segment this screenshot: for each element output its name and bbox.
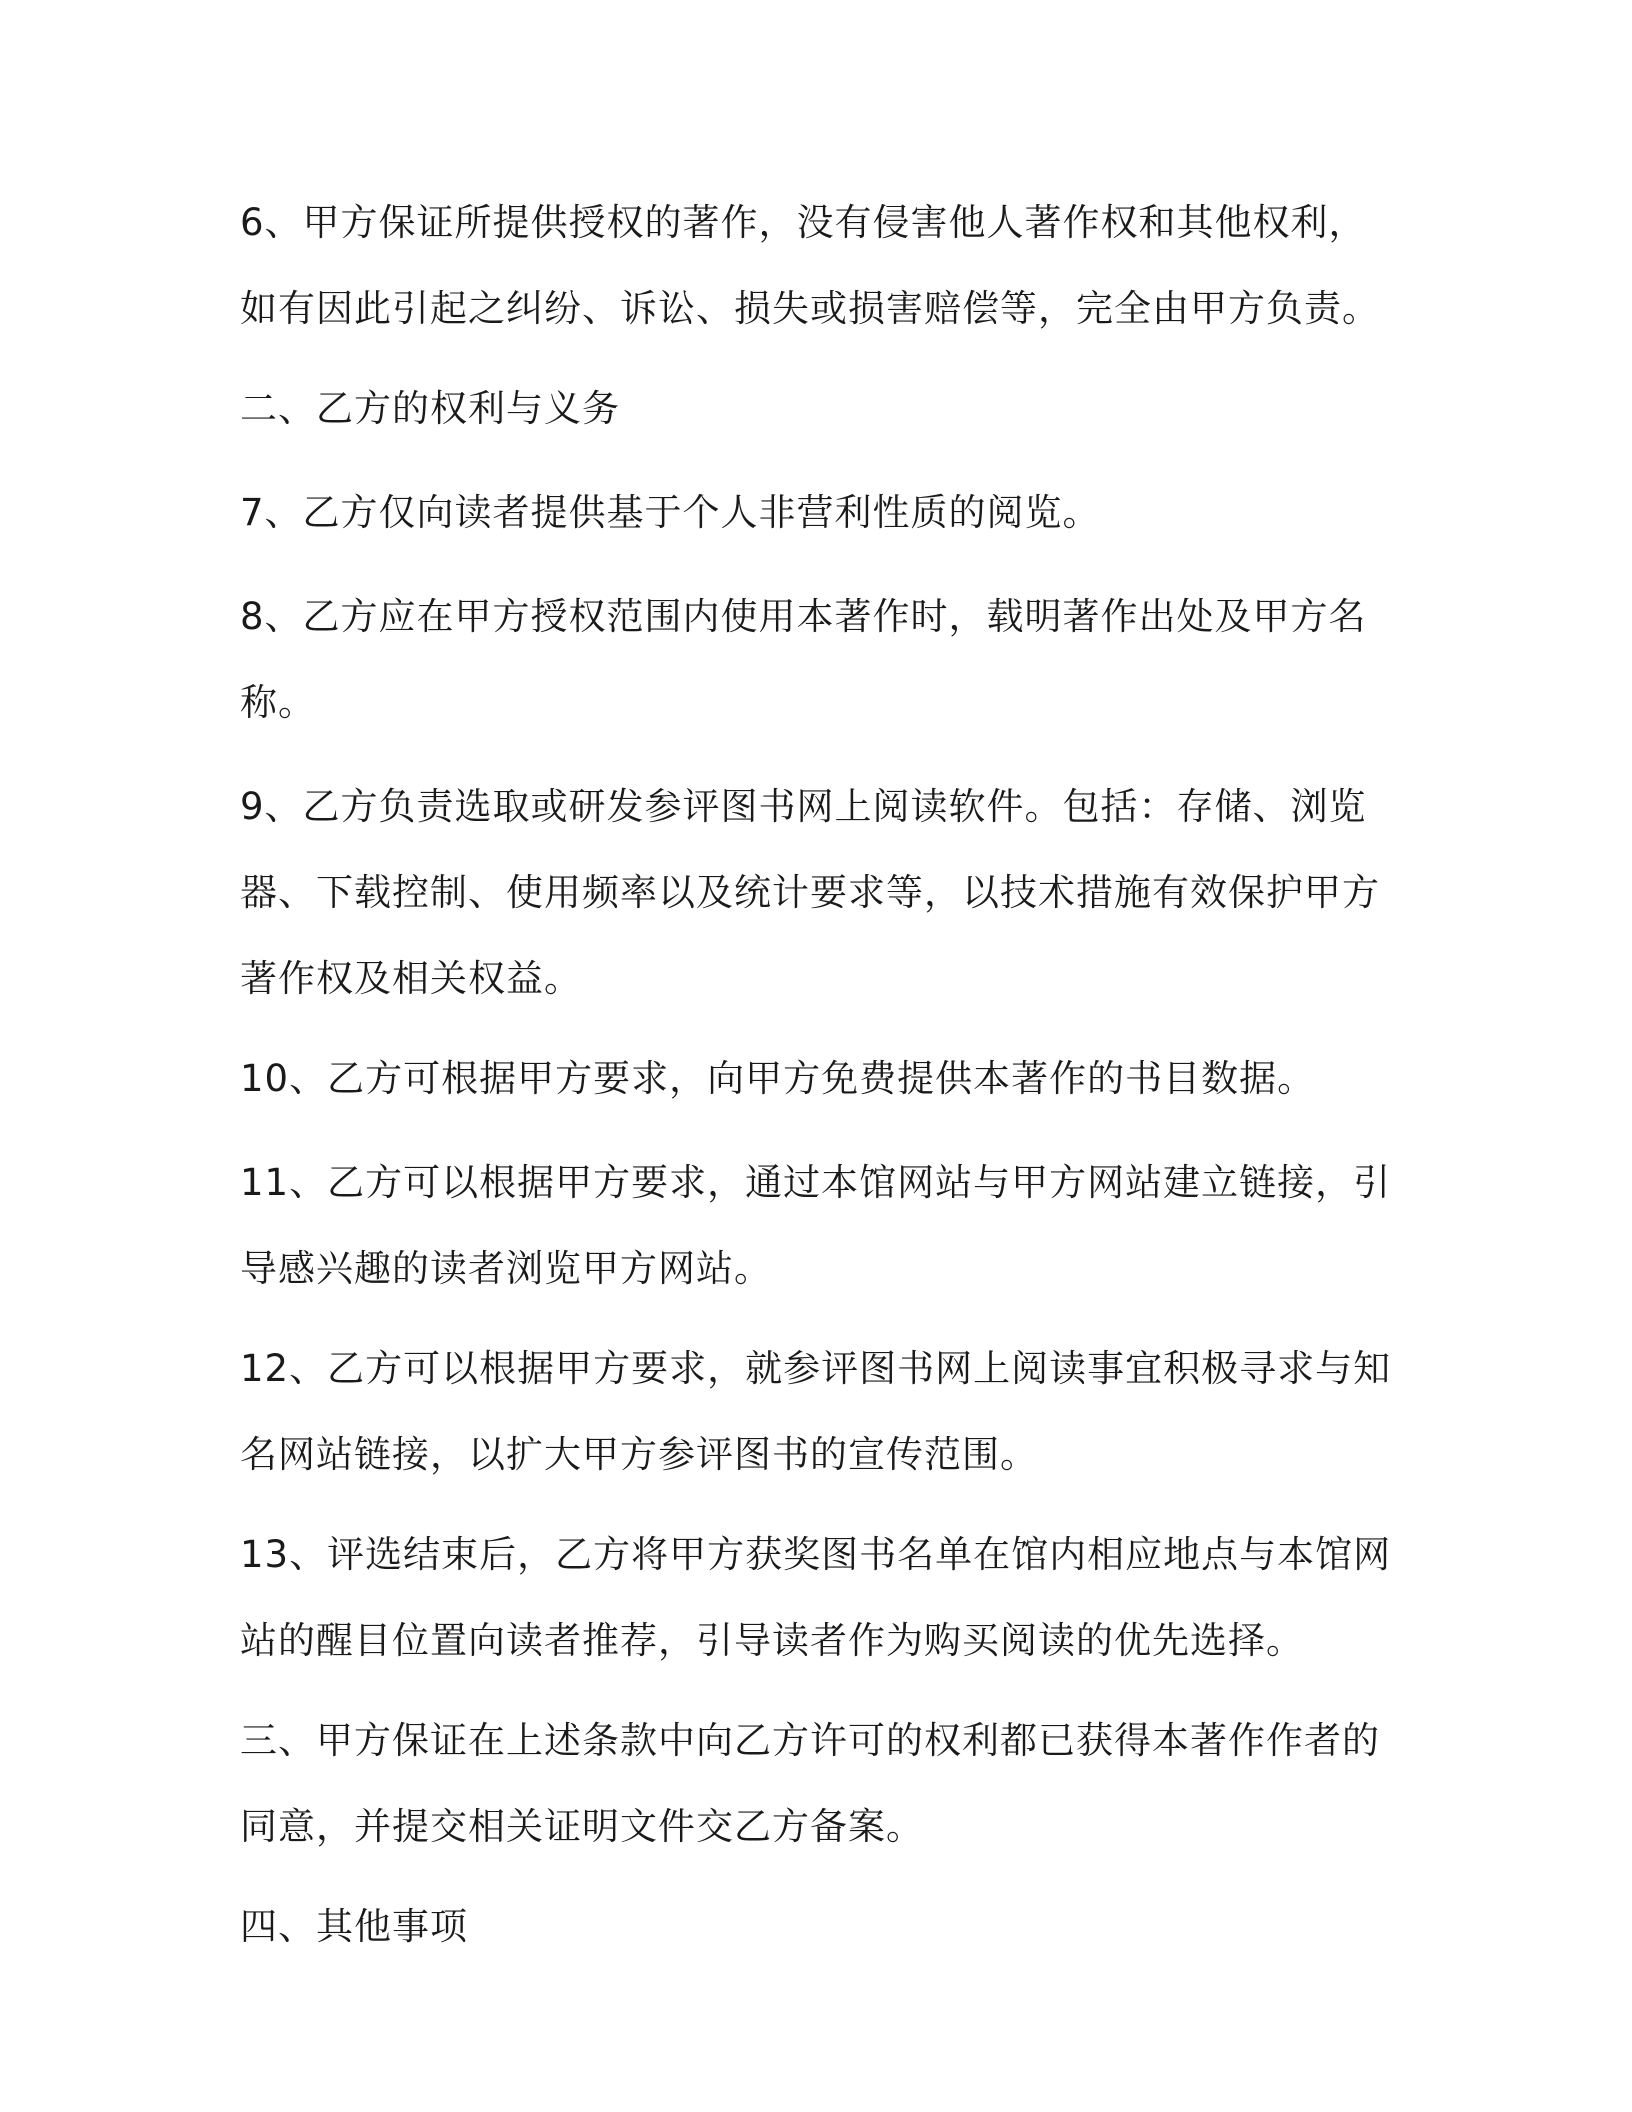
clause-6: 6、甲方保证所提供授权的著作，没有侵害他人著作权和其他权利，如有因此引起之纠纷、诉讼、损失或损害赔偿等，完全由甲方负责。 [240,201,1380,330]
section-heading-4: 四、其他事项 [240,1905,468,1948]
section-heading-3: 三、甲方保证在上述条款中向乙方许可的权利都已获得本著作作者的同意，并提交相关证明文件交乙方备案。 [240,1719,1380,1848]
clause-8: 8、乙方应在甲方授权范围内使用本著作时，载明著作出处及甲方名称。 [240,595,1367,724]
clause-11: 11、乙方可以根据甲方要求，通过本馆网站与甲方网站建立链接，引导感兴趣的读者浏览甲方网站。 [240,1161,1392,1290]
section-heading-2: 二、乙方的权利与义务 [240,387,620,430]
clause-13: 13、评选结束后，乙方将甲方获奖图书名单在馆内相应地点与本馆网站的醒目位置向读者推荐，引导读者作为购买阅读的优先选择。 [240,1533,1392,1662]
clause-7: 7、乙方仅向读者提供基于个人非营利性质的阅览。 [240,491,1101,534]
clause-9: 9、乙方负责选取或研发参评图书网上阅读软件。包括：存储、浏览器、下载控制、使用频率以及统计要求等，以技术措施有效保护甲方著作权及相关权益。 [240,785,1380,1000]
document-body [240,180,1400,1988]
clause-10: 10、乙方可根据甲方要求，向甲方免费提供本著作的书目数据。 [240,1057,1316,1100]
clause-12: 12、乙方可以根据甲方要求，就参评图书网上阅读事宜积极寻求与知名网站链接，以扩大甲方参评图书的宣传范围。 [240,1347,1392,1476]
